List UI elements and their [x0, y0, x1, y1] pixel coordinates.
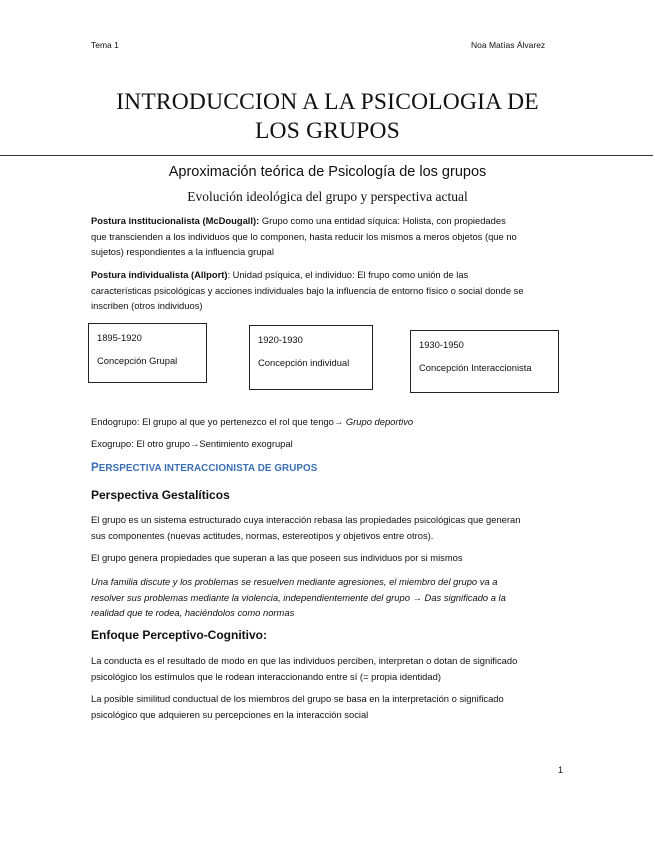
paragraph-perceptivo-2: La posible similitud conductual de los miembros del grupo se basa en la interpretación o significado psicológico que adquieren su percepciones en la interacción social [91, 693, 504, 720]
paragraph-gestalt-1: El grupo es un sistema estructurado cuya interacción rebasa las propiedades psicológicas que generan sus componentes (nuevas actitudes, normas, estereotipos y objetivos entre otros). [91, 514, 521, 541]
paragraph-institucionalista: Postura institucionalista (McDougall): Grupo como una entidad síquica: Holista, con propiedades que transcienden a los individuos que lo componen, hasta reducir los mismos a meros objetos (que no sujetos) respondientes a la influencia grupal [91, 215, 517, 257]
section-subtitle: Aproximación teórica de Psicología de los grupos [168, 164, 487, 180]
page-title-line-1: INTRODUCCION A LA PSICOLOGIA DE [116, 89, 539, 115]
heading-gestalticos: Perspectiva Gestalíticos [91, 488, 230, 502]
paragraph-individualista: Postura individualista (Allport): Unidad psíquica, el individuo: El frupo como unión de las características psicológicas y acciones individuales bajo la influencia de entorno físico o social donde se inscriben (otros individuos) [91, 269, 524, 311]
page-title [60, 88, 595, 146]
arrow-icon: → [333, 416, 344, 427]
term-individualista: Postura individualista (Allport) [91, 269, 228, 280]
arrow-icon: → [190, 438, 200, 449]
paragraph-exogrupo: Exogrupo: El otro grupo→Sentimiento exogrupal [91, 438, 293, 449]
paragraph-endogrupo: Endogrupo: El grupo al que yo pertenezco el rol que tengo→ Grupo deportivo [91, 416, 414, 427]
paragraph-gestalt-2: El grupo genera propiedades que superan a las que poseen sus individuos por si mismos [91, 552, 463, 563]
arrow-icon: → [412, 591, 422, 603]
section-heading-interaccionista: PERSPECTIVA INTERACCIONISTA DE GRUPOS [91, 462, 318, 474]
timeline-box-grupal: 1895-1920 Concepción Grupal [88, 323, 207, 383]
term-institucionalista: Postura institucionalista (McDougall): [91, 215, 260, 226]
timeline-box-individual: 1920-1930 Concepción individual [249, 325, 373, 390]
header-topic: Tema 1 [91, 40, 119, 50]
paragraph-perceptivo-1: La conducta es el resultado de modo en que las individuos perciben, interpretan o dotan de significado psicológico los estímulos que le rodean interaccionando entre sí (= propia identidad) [91, 655, 518, 682]
section-subheading: Evolución ideológica del grupo y perspectiva actual [187, 189, 468, 204]
paragraph-gestalt-example: Una familia discute y los problemas se resuelven mediante agresiones, el miembro del grupo va a resolver sus problemas mediante la violencia, independientemente del grupo → Das significado a la realidad que te rodea, haciéndolos como normas [91, 576, 506, 618]
title-divider [0, 155, 653, 156]
timeline-box-interaccionista: 1930-1950 Concepción Interaccionista [410, 330, 559, 393]
page-number: 1 [558, 765, 564, 775]
heading-perceptivo-cognitivo: Enfoque Perceptivo-Cognitivo: [91, 628, 268, 642]
header-author: Noa Matías Álvarez [471, 40, 546, 50]
page-title-line-2: LOS GRUPOS [255, 118, 400, 144]
